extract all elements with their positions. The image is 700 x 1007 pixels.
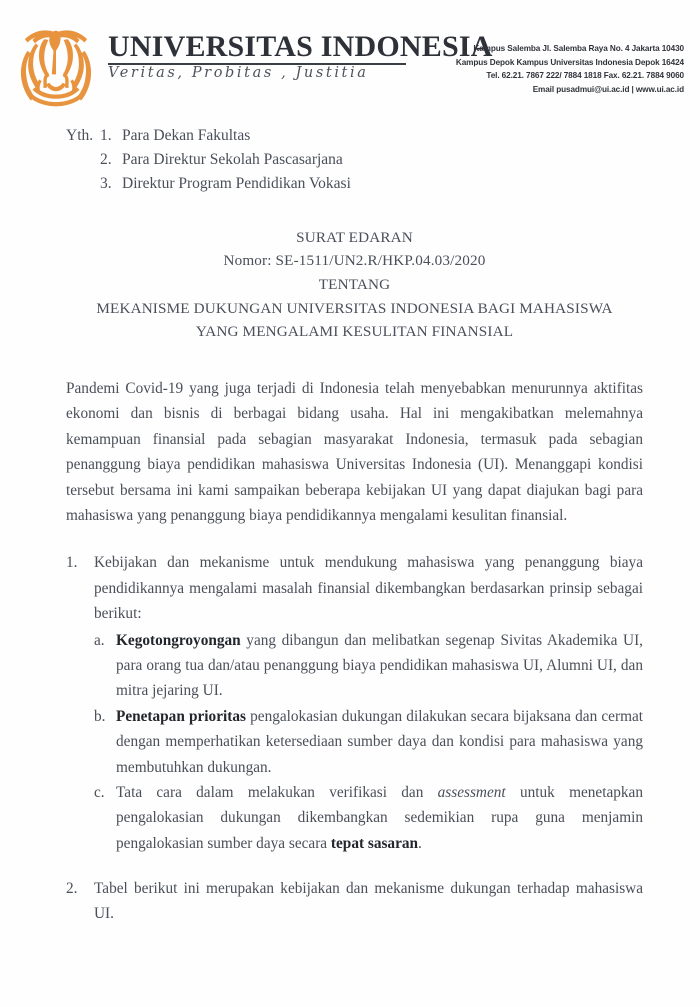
recipient-number: 3. <box>100 175 112 193</box>
recipient-salutation: Yth. <box>66 127 94 144</box>
recipient-list <box>66 124 643 197</box>
item-text: Kebijakan dan mekanisme untuk mendukung mahasiswa yang penanggung biaya pendidikannya mengalami masalah finansial dikembangkan berdasarkan prinsip sebagai berikut: <box>94 554 643 623</box>
lettered-sub-list <box>94 628 643 857</box>
address-line-1: Kampus Salemba Jl. Salemba Raya No. 4 Jakarta 10430 <box>473 44 684 53</box>
ui-makara-logo-icon <box>14 24 98 108</box>
sub-item-text: yang dibangun dan melibatkan segenap Sivitas Akademika UI, para orang tua dan/atau penanggung biaya pendidikan mahasiswa UI, Alumni UI, dan mitra jejaring UI. <box>116 631 643 700</box>
sub-item-c <box>94 780 643 856</box>
recipient-row <box>66 124 643 148</box>
sub-item-marker: b. <box>94 707 106 725</box>
university-name: UNIVERSITAS INDONESIA <box>108 30 493 63</box>
about-label: TENTANG <box>318 275 391 293</box>
sub-item-bold-lead: Kegotongroyongan <box>116 631 241 649</box>
sub-item-text-part2: untuk menetapkan pengalokasian dukungan dikembangkan sedemikian rupa guna menjamin pengalokasian sumber daya secara <box>116 783 643 852</box>
item-text: Tabel berikut ini merupakan kebijakan dan mekanisme dukungan terhadap mahasiswa UI. <box>94 880 643 923</box>
sub-item-marker: c. <box>94 783 105 801</box>
university-motto: Veritas, Probitas , Justitia <box>108 65 369 81</box>
address-line-3: Tel. 62.21. 7867 222/ 7884 1818 Fax. 62.21. 7884 9060 <box>486 71 684 81</box>
title-block <box>66 226 643 345</box>
sub-item-marker: a. <box>94 631 105 649</box>
numbered-list <box>66 550 643 926</box>
opening-paragraph: Pandemi Covid-19 yang juga terjadi di Indonesia telah menyebabkan menurunnya aktifitas ekonomi dan bisnis di berbagai bidang usaha. Hal ini mengakibatkan melemahnya kemampuan finansial pada sebagian masyarakat Indonesia, termasuk pada sebagian penanggung biaya pendidikan mahasiswa Universitas Indonesia (UI). Menanggapi kondisi tersebut bersama ini kami sampaikan beberapa kebijakan UI yang dapat diajukan bagi para mahasiswa yang penanggung biaya pendidikannya mengalami kesulitan finansial. <box>66 380 643 524</box>
recipient-number: 2. <box>100 151 112 169</box>
item-marker: 2. <box>66 880 78 898</box>
letterhead <box>0 0 700 104</box>
recipient-number: 1. <box>100 127 112 144</box>
subject-line-1: MEKANISME DUKUNGAN UNIVERSITAS INDONESIA BAGI MAHASISWA <box>96 299 613 317</box>
address-line-4: Email pusadmui@ui.ac.id | www.ui.ac.id <box>532 84 684 94</box>
subject-line-2: YANG MENGALAMI KESULITAN FINANSIAL <box>195 323 514 341</box>
recipient-text: Para Direktur Sekolah Pascasarjana <box>122 151 343 169</box>
address-line-2: Kampus Depok Kampus Universitas Indonesia Depok 16424 <box>455 57 684 67</box>
document-number: Nomor: SE-1511/UN2.R/HKP.04.03/2020 <box>223 252 486 270</box>
sub-item-italic-word: assessment <box>437 783 506 801</box>
university-wordmark <box>108 30 493 82</box>
sub-item-text: pengalokasian dukungan dilakukan secara bijaksana dan cermat dengan memperhatikan ketersediaan sumber daya dan kondisi para mahasiswa yang membutuhkan dukungan. <box>116 707 644 776</box>
sub-item-text-part3: . <box>418 834 422 852</box>
numbered-item-2 <box>66 876 643 927</box>
document-body <box>0 124 700 927</box>
recipient-indent <box>66 148 100 172</box>
recipient-indent <box>66 172 100 196</box>
recipient-text: Para Dekan Fakultas <box>122 127 251 144</box>
sub-item-bold-tail: tepat sasaran <box>330 834 419 852</box>
recipient-row <box>66 148 643 172</box>
sub-item-bold-lead: Penetapan prioritas <box>116 707 246 725</box>
sub-item-b <box>94 704 643 780</box>
document-type: SURAT EDARAN <box>296 228 413 246</box>
sub-item-text-part1: Tata cara dalam melakukan verifikasi dan <box>116 783 438 801</box>
sub-item-a <box>94 628 643 704</box>
recipient-text: Direktur Program Pendidikan Vokasi <box>122 175 351 193</box>
recipient-row <box>66 172 643 196</box>
item-marker: 1. <box>66 554 78 572</box>
letterhead-address <box>456 26 688 96</box>
numbered-item-1 <box>66 550 643 856</box>
